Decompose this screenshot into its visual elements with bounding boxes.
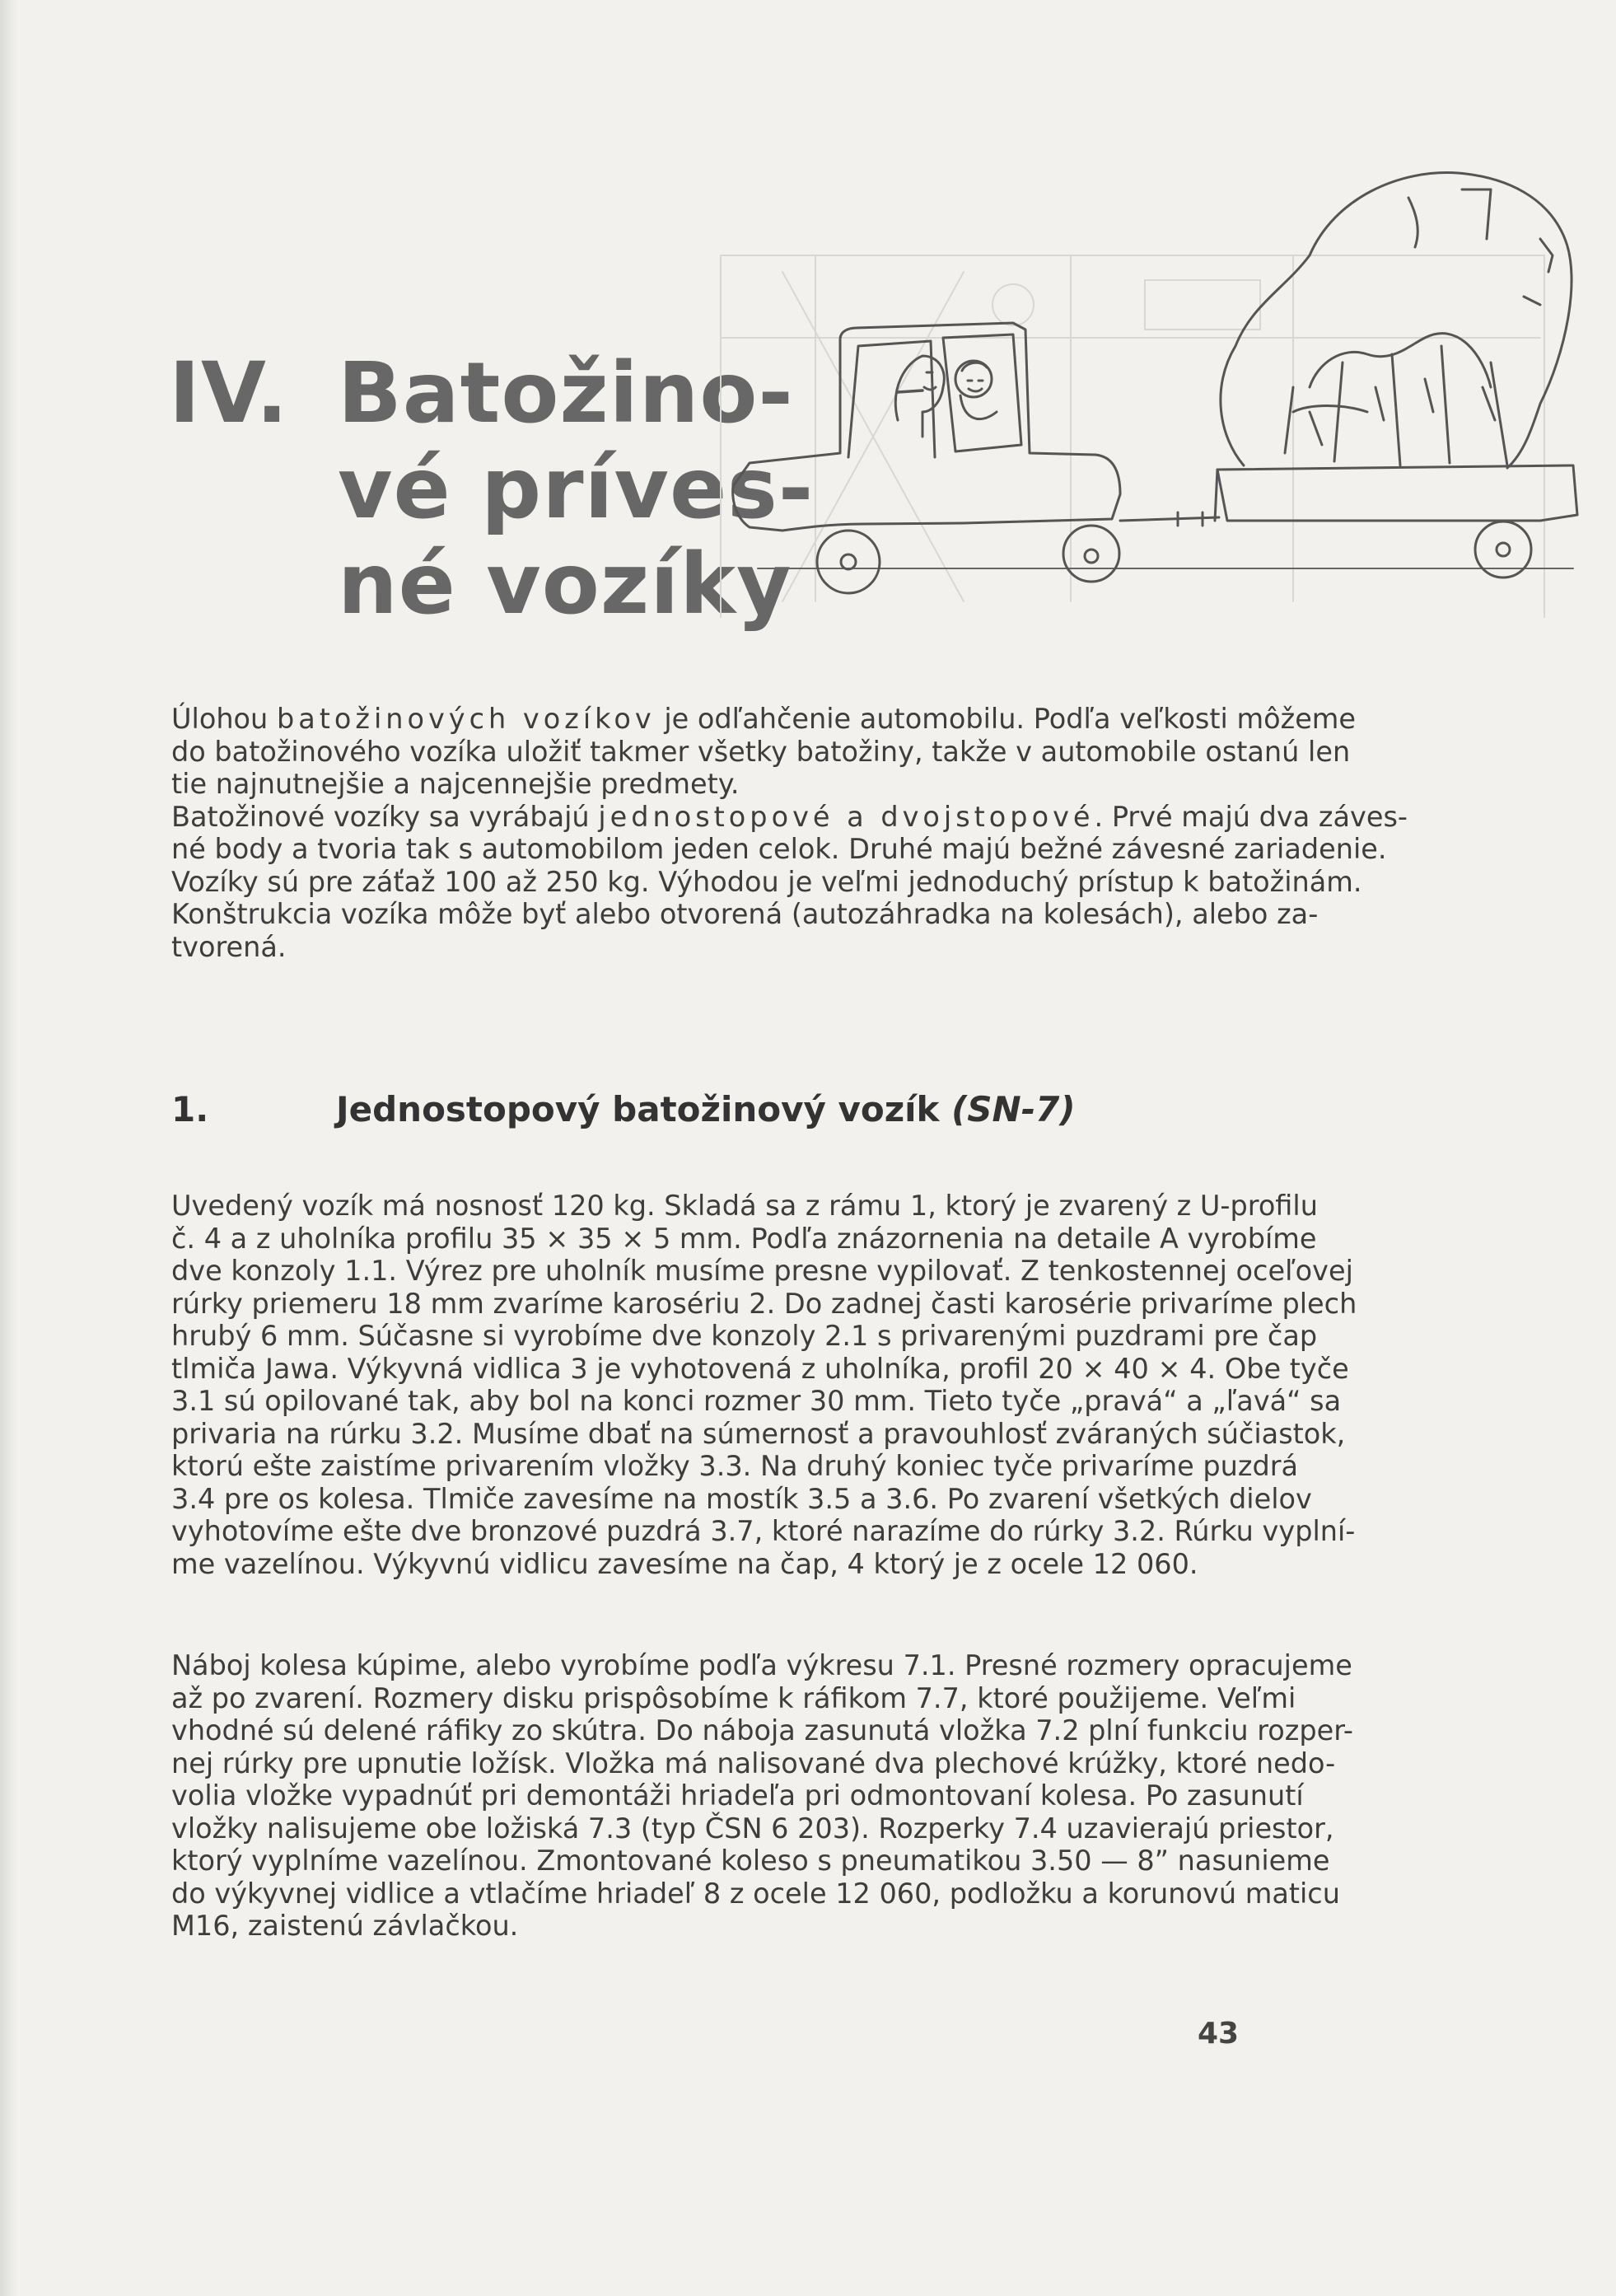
text-line: dve konzoly 1.1. Výrez pre uholník musíme presne vypilovať. Z tenkostennej oceľovej <box>171 1255 1353 1287</box>
section-code: (SN-7) <box>951 1089 1076 1129</box>
text-line: tie najnutnejšie a najcennejšie predmety. <box>171 768 740 800</box>
car-trailer-illustration <box>717 140 1581 618</box>
text-line: až po zvarení. Rozmery disku prispôsobíme k ráfikom 7.7, ktoré použijeme. Veľmi <box>171 1681 1296 1714</box>
text-line: rúrky priemeru 18 mm zvaríme karosériu 2. Do zadnej časti karosérie privaríme plech <box>171 1287 1357 1320</box>
text-line: 3.1 sú opilované tak, aby bol na konci rozmer 30 mm. Tieto tyče „pravá“ a „ľavá“ sa <box>171 1385 1342 1417</box>
chapter-title-line: né vozíky <box>338 535 792 634</box>
trailer-body <box>1217 465 1577 521</box>
car-rear-wheel <box>1063 526 1119 582</box>
chapter-title-line: Batožino- <box>338 344 794 442</box>
text-line: 3.4 pre os kolesa. Tlmiče zavesíme na mostík 3.5 a 3.6. Po zvarení všetkých dielov <box>171 1482 1312 1515</box>
body-paragraph-1 <box>171 1190 1399 1580</box>
text-line: tlmiča Jawa. Výkyvná vidlica 3 je vyhotovená z uholníka, profil 20 × 40 × 4. Obe tyče <box>171 1352 1349 1385</box>
text-line: ktorú ešte zaistíme privarením vložky 3.3. Na druhý koniec tyče privaríme puzdrá <box>171 1450 1299 1482</box>
text-line: Konštrukcia vozíka môže byť alebo otvorená (autozáhradka na kolesách), alebo za- <box>171 898 1319 930</box>
text-line: nej rúrky pre upnutie ložísk. Vložka má nalisované dva plechové krúžky, ktoré nedo- <box>171 1747 1336 1779</box>
text-line: vhodné sú delené ráfiky zo skútra. Do náboja zasunutá vložka 7.2 plní funkciu rozper- <box>171 1714 1353 1747</box>
text-line: M16, zaistenú závlačkou. <box>171 1910 519 1942</box>
intro-paragraph <box>171 703 1408 963</box>
text-line: č. 4 a z uholníka profilu 35 × 35 × 5 mm. Podľa znázornenia na detaile A vyrobíme <box>171 1222 1317 1255</box>
car-front-wheel <box>817 531 880 593</box>
section-title: Jednostopový batožinový vozík (SN-7) <box>336 1089 1076 1129</box>
text-line: do batožinového vozíka uložiť takmer všetky batožiny, takže v automobile ostanú len <box>171 735 1351 768</box>
background-drawing <box>721 255 1544 618</box>
page-number: 43 <box>1198 2017 1240 2051</box>
text-line: vložky nalisujeme obe ložiská 7.3 (typ ČSN 6 203). Rozperky 7.4 uzavierajú priestor, <box>171 1812 1334 1845</box>
chapter-number: IV. <box>169 344 289 442</box>
car-body <box>733 323 1120 531</box>
section-number: 1. <box>171 1089 209 1129</box>
text-line: hrubý 6 mm. Súčasne si vyrobíme dve konzoly 2.1 s privarenými puzdrami pre čap <box>171 1320 1318 1352</box>
tow-bar <box>1120 512 1219 526</box>
text-line: me vazelínou. Výkyvnú vidlicu zavesíme na čap, 4 ktorý je z ocele 12 060. <box>171 1547 1198 1580</box>
text-line: privaria na rúrku 3.2. Musíme dbať na súmernosť a pravouhlosť zváraných súčiastok, <box>171 1417 1346 1450</box>
text-line: Úlohou batožinových vozíkov je odľahčenie automobilu. Podľa veľkosti môžeme <box>171 703 1357 735</box>
text-line: vyhotovíme ešte dve bronzové puzdrá 3.7, ktoré narazíme do rúrky 3.2. Rúrku vyplní- <box>171 1515 1356 1547</box>
page-edge-shadow <box>0 0 18 2296</box>
text-line: ktorý vyplníme vazelínou. Zmontované koleso s pneumatikou 3.50 — 8” nasunieme <box>171 1845 1330 1877</box>
text-line: Vozíky sú pre záťaž 100 až 250 kg. Výhodou je veľmi jednoduchý prístup k batožinám. <box>171 865 1362 898</box>
chapter-title-line: vé príves- <box>338 440 815 538</box>
text-line: do výkyvnej vidlice a vtlačíme hriadeľ 8 z ocele 12 060, podložku a korunovú maticu <box>171 1877 1340 1910</box>
text-line: tvorená. <box>171 930 287 963</box>
text-line: Náboj kolesa kúpime, alebo vyrobíme podľa výkresu 7.1. Presné rozmery opracujeme <box>171 1649 1352 1681</box>
text-line: Batožinové vozíky sa vyrábajú jednostopové a dvojstopové. Prvé majú dva záves- <box>171 800 1408 833</box>
text-line: Uvedený vozík má nosnosť 120 kg. Skladá sa z rámu 1, ktorý je zvarený z U-profilu <box>171 1190 1318 1222</box>
body-paragraph-2 <box>171 1649 1399 1943</box>
text-line: volia vložke vypadnúť pri demontáži hriadeľa pri odmontovaní kolesa. Po zasunutí <box>171 1779 1304 1812</box>
text-line: né body a tvoria tak s automobilom jeden celok. Druhé majú bežné závesné zariadenie. <box>171 833 1387 865</box>
